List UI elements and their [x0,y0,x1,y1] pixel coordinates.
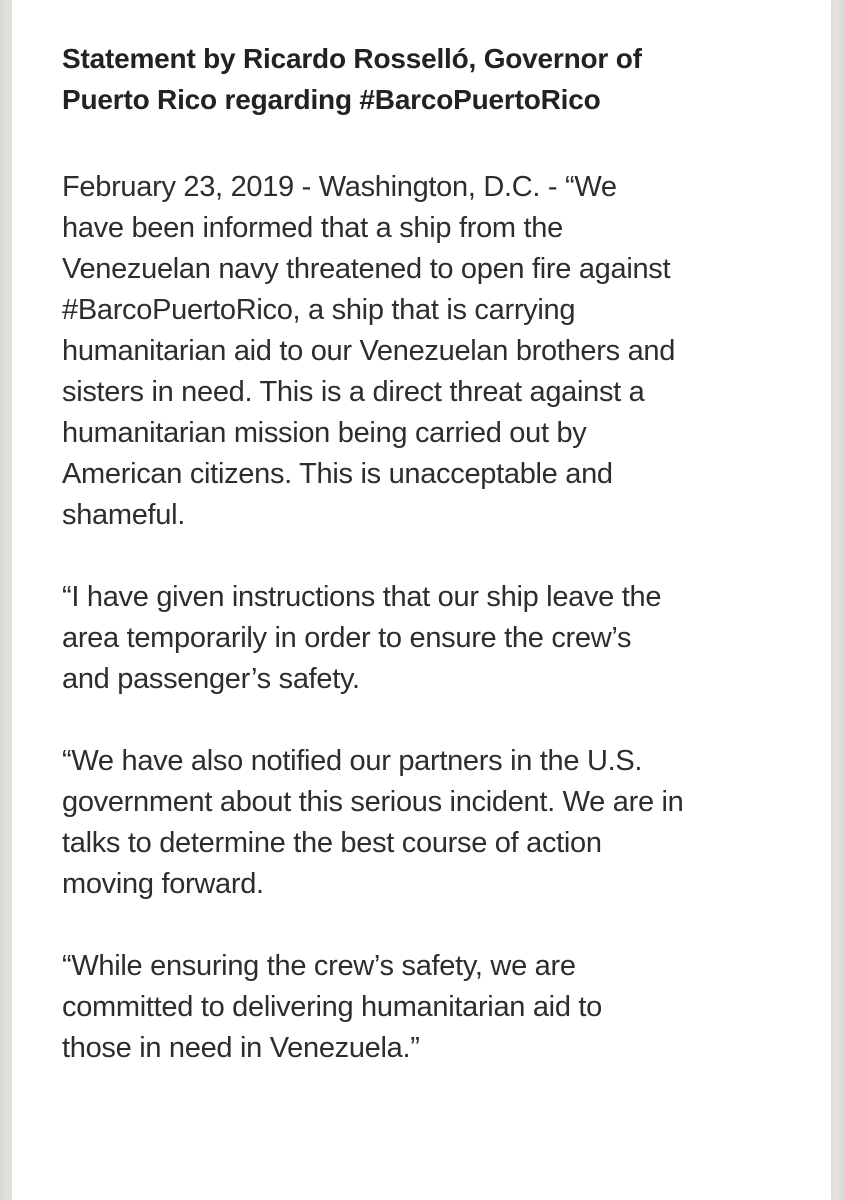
paragraph-line: area temporarily in order to ensure the crew’s [62,622,632,654]
paragraph-line: moving forward. [62,868,264,900]
title-line: Statement by Ricardo Rosselló, Governor of [62,43,642,74]
paragraph-line: committed to delivering humanitarian aid to [62,991,602,1023]
paragraph-line: talks to determine the best course of action [62,827,602,859]
statement-title [62,38,802,120]
paragraph-line: #BarcoPuertoRico, a ship that is carrying [62,294,576,326]
paragraph-line: “We have also notified our partners in the U.S. [62,745,643,777]
paragraph-line: Venezuelan navy threatened to open fire against [62,253,671,285]
paragraph-line: those in need in Venezuela.” [62,1032,420,1064]
paragraph-line: American citizens. This is unacceptable and [62,458,613,490]
statement-content [62,38,802,1110]
paragraph-line: “While ensuring the crew’s safety, we are [62,950,576,982]
statement-paragraph-4 [62,946,802,1069]
paragraph-line: and passenger’s safety. [62,663,360,695]
paragraph-line: February 23, 2019 - Washington, D.C. - “We [62,171,617,203]
statement-paragraph-3 [62,741,802,905]
document-page [12,0,831,1200]
paragraph-line: sisters in need. This is a direct threat against a [62,376,645,408]
page-frame-left [0,0,12,1200]
paragraph-line: humanitarian aid to our Venezuelan brothers and [62,335,676,367]
statement-paragraph-2 [62,577,802,700]
paragraph-line: “I have given instructions that our ship leave the [62,581,662,613]
paragraph-line: humanitarian mission being carried out by [62,417,587,449]
title-line: Puerto Rico regarding #BarcoPuertoRico [62,84,601,115]
page-frame-right [831,0,845,1200]
statement-paragraph-1 [62,167,802,536]
paragraph-line: shameful. [62,499,186,531]
paragraph-line: government about this serious incident. We are in [62,786,684,818]
paragraph-line: have been informed that a ship from the [62,212,563,244]
